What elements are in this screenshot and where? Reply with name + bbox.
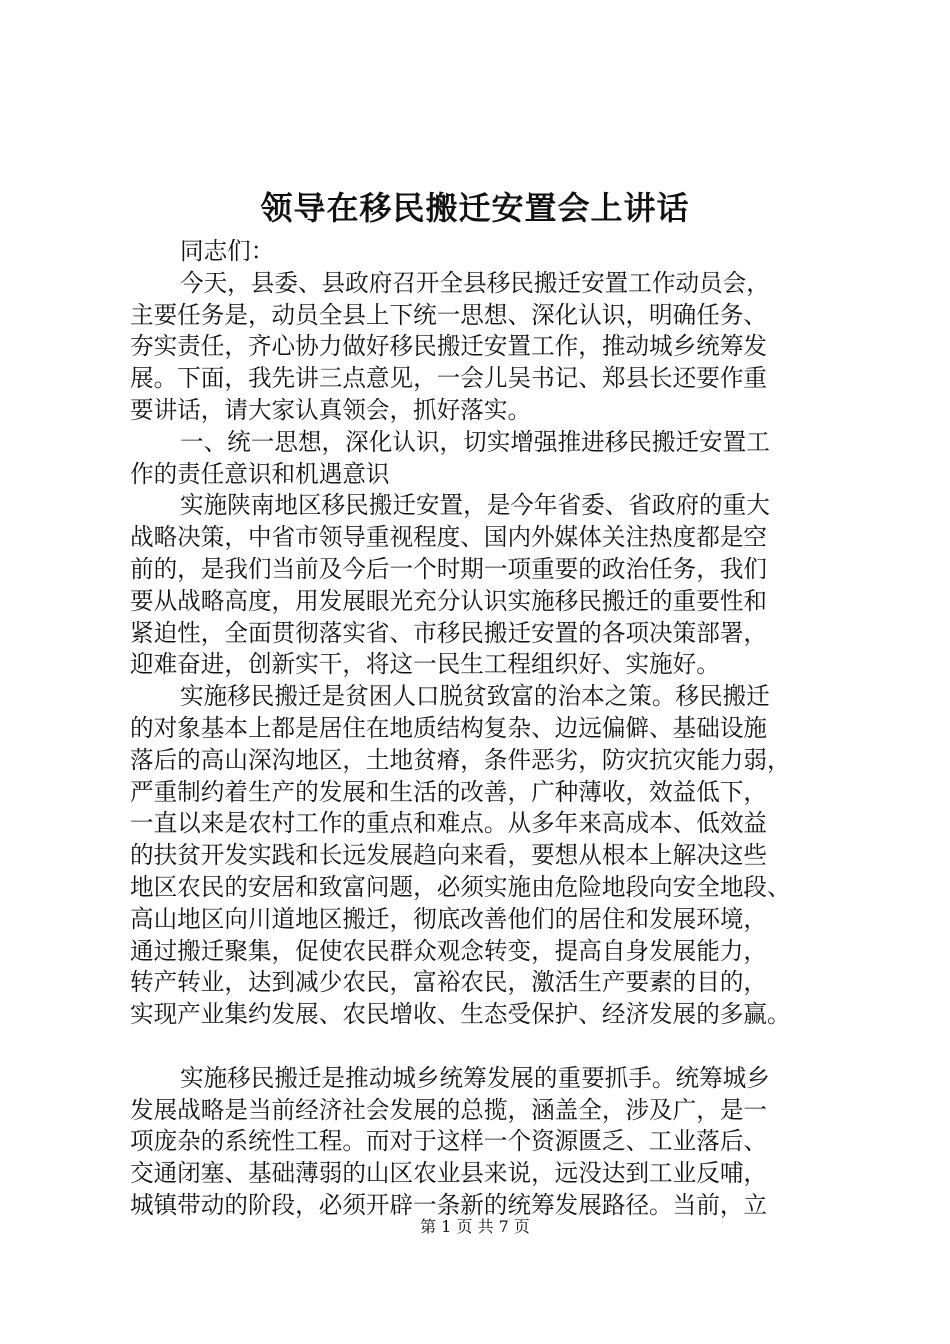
document-body — [130, 236, 842, 1222]
body-line: 实施陕南地区移民搬迁安置，是今年省委、省政府的重大 — [180, 491, 770, 520]
body-line: 地区农民的安居和致富问题，必须实施由危险地段向安全地段、 — [130, 872, 791, 901]
body-line: 城镇带动的阶段，必须开辟一条新的统筹发展路径。当前，立 — [130, 1190, 768, 1219]
page-number-footer: 第 1 页 共 7 页 — [420, 1217, 530, 1236]
body-line: 同志们： — [180, 237, 275, 265]
body-line: 的对象基本上都是居住在地质结构复杂、边远偏僻、基础设施 — [130, 713, 768, 742]
body-line: 要讲话，请大家认真领会，抓好落实。 — [130, 395, 532, 424]
body-line: 展。下面，我先讲三点意见，一会儿吴书记、郑县长还要作重 — [130, 364, 768, 393]
body-line: 的扶贫开发实践和长远发展趋向来看，要想从根本上解决这些 — [130, 841, 768, 870]
body-line: 交通闭塞、基础薄弱的山区农业县来说，远没达到工业反哺， — [130, 1159, 768, 1188]
body-line: 实施移民搬迁是推动城乡统筹发展的重要抓手。统筹城乡 — [180, 1063, 770, 1092]
body-line: 通过搬迁聚集，促使农民群众观念转变，提高自身发展能力， — [130, 936, 768, 965]
body-line: 落后的高山深沟地区，土地贫瘠，条件恶劣，防灾抗灾能力弱， — [130, 745, 791, 774]
body-line: 严重制约着生产的发展和生活的改善，广种薄收，效益低下， — [130, 777, 768, 806]
body-line: 主要任务是，动员全县上下统一思想、深化认识，明确任务、 — [130, 300, 768, 329]
body-line: 紧迫性，全面贯彻落实省、市移民搬迁安置的各项决策部署， — [130, 618, 768, 647]
body-line: 转产转业，达到减少农民，富裕农民，激活生产要素的目的， — [130, 968, 768, 997]
body-line: 高山地区向川道地区搬迁，彻底改善他们的居住和发展环境， — [130, 904, 768, 933]
body-line: 项庞杂的系统性工程。而对于这样一个资源匮乏、工业落后、 — [130, 1127, 768, 1156]
document-title: 领导在移民搬迁安置会上讲话 — [260, 189, 690, 227]
body-line: 发展战略是当前经济社会发展的总揽，涵盖全，涉及广，是一 — [130, 1095, 768, 1124]
body-line: 作的责任意识和机遇意识 — [130, 459, 390, 488]
body-line: 要从战略高度，用发展眼光充分认识实施移民搬迁的重要性和 — [130, 586, 768, 615]
body-line: 迎难奋进，创新实干，将这一民生工程组织好、实施好。 — [130, 650, 720, 679]
body-line: 夯实责任，齐心协力做好移民搬迁安置工作，推动城乡统筹发 — [130, 332, 768, 361]
body-line: 实施移民搬迁是贫困人口脱贫致富的治本之策。移民搬迁 — [180, 682, 770, 711]
body-line: 实现产业集约发展、农民增收、生态受保护、经济发展的多赢。 — [130, 1000, 791, 1029]
body-line: 一、统一思想，深化认识，切实增强推进移民搬迁安置工 — [180, 427, 770, 456]
body-line: 一直以来是农村工作的重点和难点。从多年来高成本、低效益 — [130, 809, 768, 838]
body-line — [130, 1031, 842, 1063]
body-line: 今天，县委、县政府召开全县移民搬迁安置工作动员会， — [180, 268, 770, 297]
body-line: 前的，是我们当前及今后一个时期一项重要的政治任务，我们 — [130, 554, 768, 583]
body-line: 战略决策，中省市领导重视程度、国内外媒体关注热度都是空 — [130, 523, 768, 552]
